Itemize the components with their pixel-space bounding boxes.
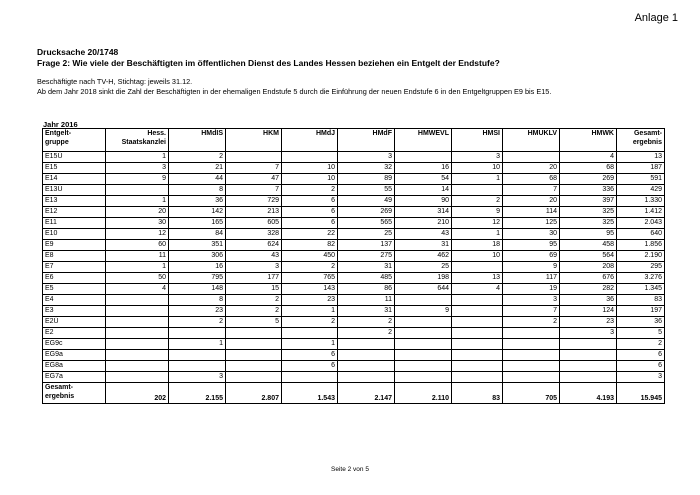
count-cell: 187: [617, 163, 665, 174]
count-cell: [395, 339, 452, 350]
table-row: [43, 262, 665, 273]
count-cell: 6: [617, 361, 665, 372]
column-header: HMdIS: [169, 129, 226, 152]
count-cell: 197: [617, 306, 665, 317]
count-cell: 55: [338, 185, 395, 196]
count-cell: 16: [169, 262, 226, 273]
count-cell: 14: [395, 185, 452, 196]
total-cell: 1.543: [282, 383, 338, 404]
count-cell: [106, 339, 169, 350]
count-cell: 1: [106, 152, 169, 163]
count-cell: [560, 361, 617, 372]
count-cell: 640: [617, 229, 665, 240]
count-cell: 5: [226, 317, 282, 328]
count-cell: 328: [226, 229, 282, 240]
table-row: [43, 251, 665, 262]
count-cell: [395, 350, 452, 361]
count-cell: 36: [560, 295, 617, 306]
count-cell: 68: [560, 163, 617, 174]
count-cell: 3.276: [617, 273, 665, 284]
column-header: HMWK: [560, 129, 617, 152]
count-cell: 795: [169, 273, 226, 284]
total-cell: 15.945: [617, 383, 665, 404]
count-cell: 765: [282, 273, 338, 284]
table-row: [43, 229, 665, 240]
count-cell: [226, 372, 282, 383]
count-cell: 21: [169, 163, 226, 174]
count-cell: [282, 152, 338, 163]
table-row: [43, 273, 665, 284]
count-cell: [395, 361, 452, 372]
total-cell: 705: [503, 383, 560, 404]
count-cell: [452, 328, 503, 339]
count-cell: 49: [338, 196, 395, 207]
count-cell: 9: [106, 174, 169, 185]
count-cell: 54: [395, 174, 452, 185]
count-cell: 4: [452, 284, 503, 295]
count-cell: [226, 350, 282, 361]
count-cell: 47: [226, 174, 282, 185]
count-cell: 11: [338, 295, 395, 306]
page-footer: Seite 2 von 5: [331, 466, 369, 473]
table-row: [43, 339, 665, 350]
count-cell: 142: [169, 207, 226, 218]
count-cell: 282: [560, 284, 617, 295]
table-row: [43, 163, 665, 174]
column-header: Entgelt- gruppe: [43, 129, 106, 152]
count-cell: 2: [282, 262, 338, 273]
count-cell: 84: [169, 229, 226, 240]
count-cell: 2: [226, 295, 282, 306]
question-title: Frage 2: Wie viele der Beschäftigten im öffentlichen Dienst des Landes Hessen beziehen ein Entgelt der Endstufe?: [37, 58, 500, 68]
count-cell: [338, 350, 395, 361]
count-cell: 1: [106, 262, 169, 273]
total-cell: 2.110: [395, 383, 452, 404]
total-cell: 83: [452, 383, 503, 404]
count-cell: 1.412: [617, 207, 665, 218]
count-cell: 1: [282, 339, 338, 350]
count-cell: 69: [503, 251, 560, 262]
count-cell: [106, 372, 169, 383]
count-cell: 213: [226, 207, 282, 218]
count-cell: 2: [282, 317, 338, 328]
count-cell: 2.190: [617, 251, 665, 262]
count-cell: 3: [560, 328, 617, 339]
count-cell: 275: [338, 251, 395, 262]
count-cell: 9: [395, 306, 452, 317]
count-cell: [169, 361, 226, 372]
pay-grade-cell: E4: [43, 295, 106, 306]
count-cell: 429: [617, 185, 665, 196]
table-row: [43, 317, 665, 328]
count-cell: 10: [452, 163, 503, 174]
column-header: HMdJ: [282, 129, 338, 152]
count-cell: 43: [395, 229, 452, 240]
count-cell: 6: [282, 218, 338, 229]
count-cell: 2.043: [617, 218, 665, 229]
count-cell: 208: [560, 262, 617, 273]
count-cell: 143: [282, 284, 338, 295]
table-row: [43, 306, 665, 317]
count-cell: [452, 317, 503, 328]
note-endstufe: Ab dem Jahr 2018 sinkt die Zahl der Beschäftigten in der ehemaligen Endstufe 5 durch die Einführung der neuen Endstufe 6 in den Entgeltgruppen E9 bis E15.: [37, 87, 552, 96]
count-cell: 325: [560, 218, 617, 229]
count-cell: [226, 339, 282, 350]
count-cell: 397: [560, 196, 617, 207]
note-stichtag: Beschäftigte nach TV-H, Stichtag: jeweils 31.12.: [37, 77, 193, 86]
count-cell: 95: [503, 240, 560, 251]
pay-grade-cell: EG9c: [43, 339, 106, 350]
column-header: HKM: [226, 129, 282, 152]
count-cell: 2: [282, 185, 338, 196]
count-cell: [106, 328, 169, 339]
count-cell: 450: [282, 251, 338, 262]
total-cell: 202: [106, 383, 169, 404]
employees-table: [42, 128, 665, 404]
count-cell: 3: [169, 372, 226, 383]
count-cell: 7: [226, 185, 282, 196]
count-cell: [282, 328, 338, 339]
count-cell: 7: [226, 163, 282, 174]
count-cell: 43: [226, 251, 282, 262]
pay-grade-cell: EG9a: [43, 350, 106, 361]
count-cell: 4: [106, 284, 169, 295]
pay-grade-cell: E10: [43, 229, 106, 240]
table-row: [43, 152, 665, 163]
count-cell: [338, 339, 395, 350]
count-cell: 306: [169, 251, 226, 262]
pay-grade-cell: E15: [43, 163, 106, 174]
count-cell: 591: [617, 174, 665, 185]
count-cell: [503, 350, 560, 361]
count-cell: 125: [503, 218, 560, 229]
count-cell: 23: [169, 306, 226, 317]
count-cell: 676: [560, 273, 617, 284]
count-cell: 3: [226, 262, 282, 273]
total-cell: 2.147: [338, 383, 395, 404]
count-cell: 90: [395, 196, 452, 207]
count-cell: 605: [226, 218, 282, 229]
column-header: HMSI: [452, 129, 503, 152]
annex-label: Anlage 1: [634, 12, 678, 24]
count-cell: 2: [617, 339, 665, 350]
count-cell: 31: [338, 262, 395, 273]
count-cell: 137: [338, 240, 395, 251]
count-cell: 6: [282, 361, 338, 372]
count-cell: 564: [560, 251, 617, 262]
count-cell: 462: [395, 251, 452, 262]
count-cell: [338, 361, 395, 372]
count-cell: 3: [617, 372, 665, 383]
count-cell: 2: [452, 196, 503, 207]
count-cell: 458: [560, 240, 617, 251]
count-cell: [503, 328, 560, 339]
count-cell: 30: [503, 229, 560, 240]
count-cell: 269: [338, 207, 395, 218]
count-cell: 729: [226, 196, 282, 207]
count-cell: 23: [560, 317, 617, 328]
count-cell: 10: [282, 163, 338, 174]
total-cell: 4.193: [560, 383, 617, 404]
table-row: [43, 185, 665, 196]
table-header-row: [43, 129, 665, 152]
count-cell: 1.345: [617, 284, 665, 295]
count-cell: [338, 372, 395, 383]
column-header: HMWEVL: [395, 129, 452, 152]
count-cell: 117: [503, 273, 560, 284]
count-cell: 22: [282, 229, 338, 240]
count-cell: [282, 372, 338, 383]
count-cell: 165: [169, 218, 226, 229]
count-cell: 6: [282, 196, 338, 207]
count-cell: 2: [226, 306, 282, 317]
table-row: [43, 372, 665, 383]
count-cell: 644: [395, 284, 452, 295]
count-cell: 6: [282, 207, 338, 218]
count-cell: 20: [503, 163, 560, 174]
count-cell: [395, 317, 452, 328]
count-cell: 3: [503, 295, 560, 306]
count-cell: 6: [282, 350, 338, 361]
pay-grade-cell: E2: [43, 328, 106, 339]
count-cell: 95: [560, 229, 617, 240]
count-cell: 9: [503, 262, 560, 273]
count-cell: 82: [282, 240, 338, 251]
year-label: Jahr 2016: [43, 120, 78, 129]
pay-grade-cell: E9: [43, 240, 106, 251]
total-row: [43, 383, 665, 404]
count-cell: 3: [106, 163, 169, 174]
count-cell: [106, 306, 169, 317]
count-cell: [503, 152, 560, 163]
document-header: [37, 47, 677, 97]
count-cell: [503, 372, 560, 383]
pay-grade-cell: E11: [43, 218, 106, 229]
count-cell: 36: [617, 317, 665, 328]
count-cell: 10: [282, 174, 338, 185]
count-cell: 114: [503, 207, 560, 218]
count-cell: [560, 350, 617, 361]
count-cell: 30: [106, 218, 169, 229]
pay-grade-cell: EG7a: [43, 372, 106, 383]
table-row: [43, 295, 665, 306]
pay-grade-cell: E13: [43, 196, 106, 207]
count-cell: 60: [106, 240, 169, 251]
column-header: Hess. Staatskanzlei: [106, 129, 169, 152]
count-cell: [106, 295, 169, 306]
count-cell: 8: [169, 185, 226, 196]
pay-grade-cell: E12: [43, 207, 106, 218]
count-cell: [226, 361, 282, 372]
table-row: [43, 218, 665, 229]
count-cell: 6: [617, 350, 665, 361]
count-cell: 25: [395, 262, 452, 273]
table-row: [43, 361, 665, 372]
count-cell: 1: [452, 174, 503, 185]
count-cell: 18: [452, 240, 503, 251]
pay-grade-cell: E5: [43, 284, 106, 295]
count-cell: 198: [395, 273, 452, 284]
total-label-cell: Gesamt- ergebnis: [43, 383, 106, 404]
count-cell: [226, 152, 282, 163]
count-cell: 124: [560, 306, 617, 317]
pay-grade-cell: E3: [43, 306, 106, 317]
count-cell: [169, 328, 226, 339]
count-cell: 31: [395, 240, 452, 251]
count-cell: [452, 185, 503, 196]
drucksache-number: Drucksache 20/1748: [37, 47, 119, 57]
count-cell: 1.330: [617, 196, 665, 207]
count-cell: [395, 295, 452, 306]
table-row: [43, 196, 665, 207]
count-cell: [106, 317, 169, 328]
count-cell: 3: [452, 152, 503, 163]
pay-grade-cell: E15Ü: [43, 152, 106, 163]
count-cell: 7: [503, 185, 560, 196]
count-cell: [395, 328, 452, 339]
count-cell: 15: [226, 284, 282, 295]
table-row: [43, 284, 665, 295]
count-cell: [452, 361, 503, 372]
count-cell: [226, 328, 282, 339]
count-cell: 2: [169, 317, 226, 328]
count-cell: 210: [395, 218, 452, 229]
count-cell: 1: [169, 339, 226, 350]
table-row: [43, 240, 665, 251]
count-cell: 314: [395, 207, 452, 218]
table-row: [43, 350, 665, 361]
pay-grade-cell: E6: [43, 273, 106, 284]
count-cell: 83: [617, 295, 665, 306]
count-cell: 1.856: [617, 240, 665, 251]
count-cell: 295: [617, 262, 665, 273]
column-header: HMdF: [338, 129, 395, 152]
table-row: [43, 328, 665, 339]
count-cell: [452, 295, 503, 306]
pay-grade-cell: E7: [43, 262, 106, 273]
count-cell: [452, 372, 503, 383]
pay-grade-cell: E2Ü: [43, 317, 106, 328]
count-cell: 20: [106, 207, 169, 218]
count-cell: [106, 185, 169, 196]
count-cell: 1: [282, 306, 338, 317]
pay-grade-cell: E13Ü: [43, 185, 106, 196]
count-cell: [452, 262, 503, 273]
count-cell: 16: [395, 163, 452, 174]
count-cell: 2: [338, 328, 395, 339]
count-cell: [503, 339, 560, 350]
count-cell: 89: [338, 174, 395, 185]
count-cell: [106, 350, 169, 361]
count-cell: [395, 152, 452, 163]
count-cell: 269: [560, 174, 617, 185]
count-cell: 2: [338, 317, 395, 328]
count-cell: 4: [560, 152, 617, 163]
count-cell: 351: [169, 240, 226, 251]
count-cell: 1: [452, 229, 503, 240]
count-cell: 13: [452, 273, 503, 284]
count-cell: 44: [169, 174, 226, 185]
table-row: [43, 207, 665, 218]
count-cell: 485: [338, 273, 395, 284]
pay-grade-cell: E14: [43, 174, 106, 185]
count-cell: [395, 372, 452, 383]
count-cell: 23: [282, 295, 338, 306]
pay-grade-cell: E8: [43, 251, 106, 262]
count-cell: 20: [503, 196, 560, 207]
count-cell: 25: [338, 229, 395, 240]
count-cell: [452, 339, 503, 350]
count-cell: [452, 350, 503, 361]
count-cell: [452, 306, 503, 317]
count-cell: 565: [338, 218, 395, 229]
count-cell: 2: [503, 317, 560, 328]
count-cell: 624: [226, 240, 282, 251]
total-cell: 2.807: [226, 383, 282, 404]
count-cell: 325: [560, 207, 617, 218]
count-cell: 148: [169, 284, 226, 295]
count-cell: 1: [106, 196, 169, 207]
count-cell: 7: [503, 306, 560, 317]
count-cell: 12: [106, 229, 169, 240]
count-cell: 68: [503, 174, 560, 185]
total-cell: 2.155: [169, 383, 226, 404]
count-cell: 31: [338, 306, 395, 317]
column-header: Gesamt- ergebnis: [617, 129, 665, 152]
count-cell: 13: [617, 152, 665, 163]
count-cell: 10: [452, 251, 503, 262]
count-cell: 12: [452, 218, 503, 229]
count-cell: 32: [338, 163, 395, 174]
count-cell: [560, 339, 617, 350]
count-cell: 8: [169, 295, 226, 306]
count-cell: 177: [226, 273, 282, 284]
count-cell: 19: [503, 284, 560, 295]
table-row: [43, 174, 665, 185]
count-cell: 50: [106, 273, 169, 284]
count-cell: [503, 361, 560, 372]
count-cell: 2: [169, 152, 226, 163]
pay-grade-cell: EG8a: [43, 361, 106, 372]
count-cell: [169, 350, 226, 361]
column-header: HMUKLV: [503, 129, 560, 152]
count-cell: 5: [617, 328, 665, 339]
count-cell: 3: [338, 152, 395, 163]
count-cell: 11: [106, 251, 169, 262]
count-cell: 36: [169, 196, 226, 207]
count-cell: 336: [560, 185, 617, 196]
count-cell: [560, 372, 617, 383]
count-cell: [106, 361, 169, 372]
count-cell: 86: [338, 284, 395, 295]
count-cell: 9: [452, 207, 503, 218]
